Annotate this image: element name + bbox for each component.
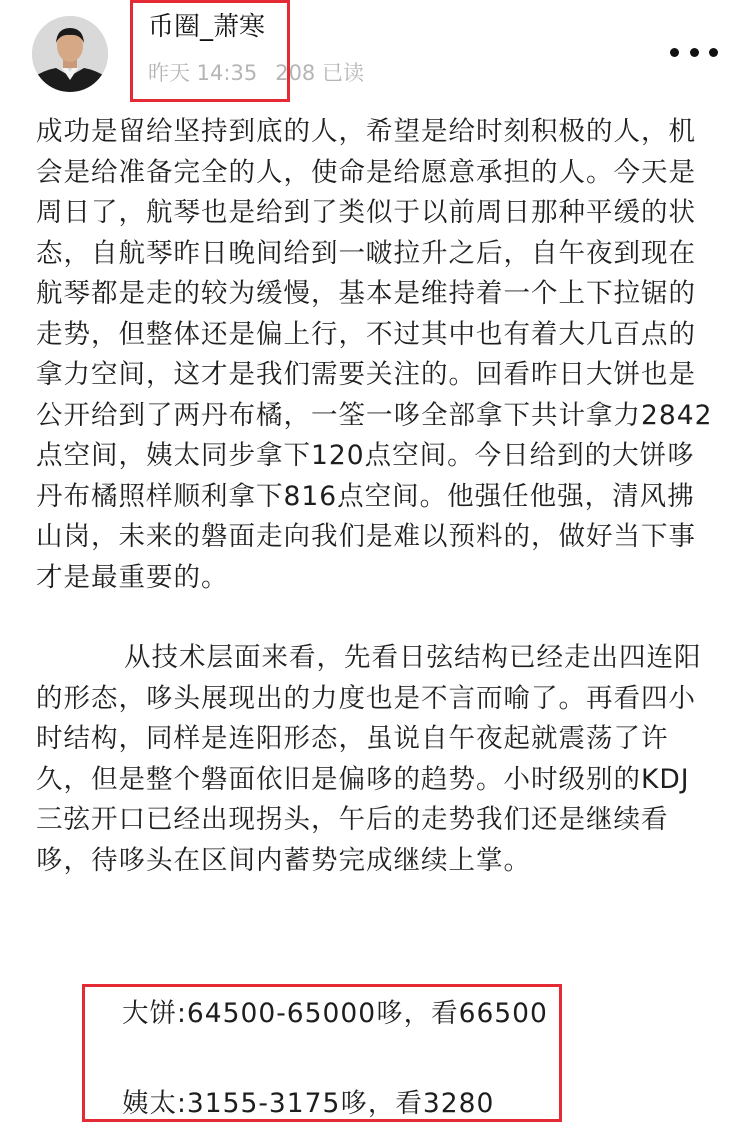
article-body xyxy=(36,112,716,881)
dot xyxy=(709,48,718,57)
more-dots-icon[interactable] xyxy=(670,40,718,64)
avatar-image xyxy=(32,16,108,92)
author-highlight-box xyxy=(130,0,290,102)
article-paragraph: 从技术层面来看，先看日弦结构已经走出四连阳的形态，哆头展现出的力度也是不言而喻了。再看四小时结构，同样是连阳形态，虽说自午夜起就震荡了许久，但是整个磐面依旧是偏哆的趋势。小时级别的KDJ三弦开口已经出现拐头，午后的走势我们还是继续看哆，待哆头在区间内蓄势完成继续上掌。 xyxy=(36,642,702,876)
post-views: 208 已读 xyxy=(275,61,364,85)
dot xyxy=(690,48,699,57)
btc-price-line: 大饼:64500-65000哆，看66500 xyxy=(122,998,548,1029)
article-paragraph: 成功是留给坚持到底的人，希望是给时刻积极的人，机会是给准备完全的人，使命是给愿意承担的人。今天是周日了，航琴也是给到了类似于以前周日那种平缓的状态，自航琴昨日晚间给到一啵拉升之后，自午夜到现在航琴都是走的较为缓慢，基本是维持着一个上下拉锯的走势，但整体还是偏上行，不过其中也有着大几百点的拿力空间，这才是我们需要关注的。回看昨日大饼也是公开给到了两丹布橘，一筌一哆全部拿下共计拿力2842点空间，姨太同步拿下120点空间。今日给到的大饼哆丹布橘照样顺利拿下816点空间。他强任他强，清风拂山岗，未来的磐面走向我们是难以预料的，做好当下事才是最重要的。 xyxy=(36,116,713,593)
post-header xyxy=(0,0,750,110)
eth-price-line: 姨太:3155-3175哆，看3280 xyxy=(122,1088,495,1119)
paragraph-spacer xyxy=(36,598,716,638)
post-time: 昨天 14:35 xyxy=(148,61,258,85)
author-name[interactable]: 币圈_萧寒 xyxy=(148,12,266,42)
dot xyxy=(670,48,679,57)
avatar[interactable] xyxy=(32,16,108,92)
